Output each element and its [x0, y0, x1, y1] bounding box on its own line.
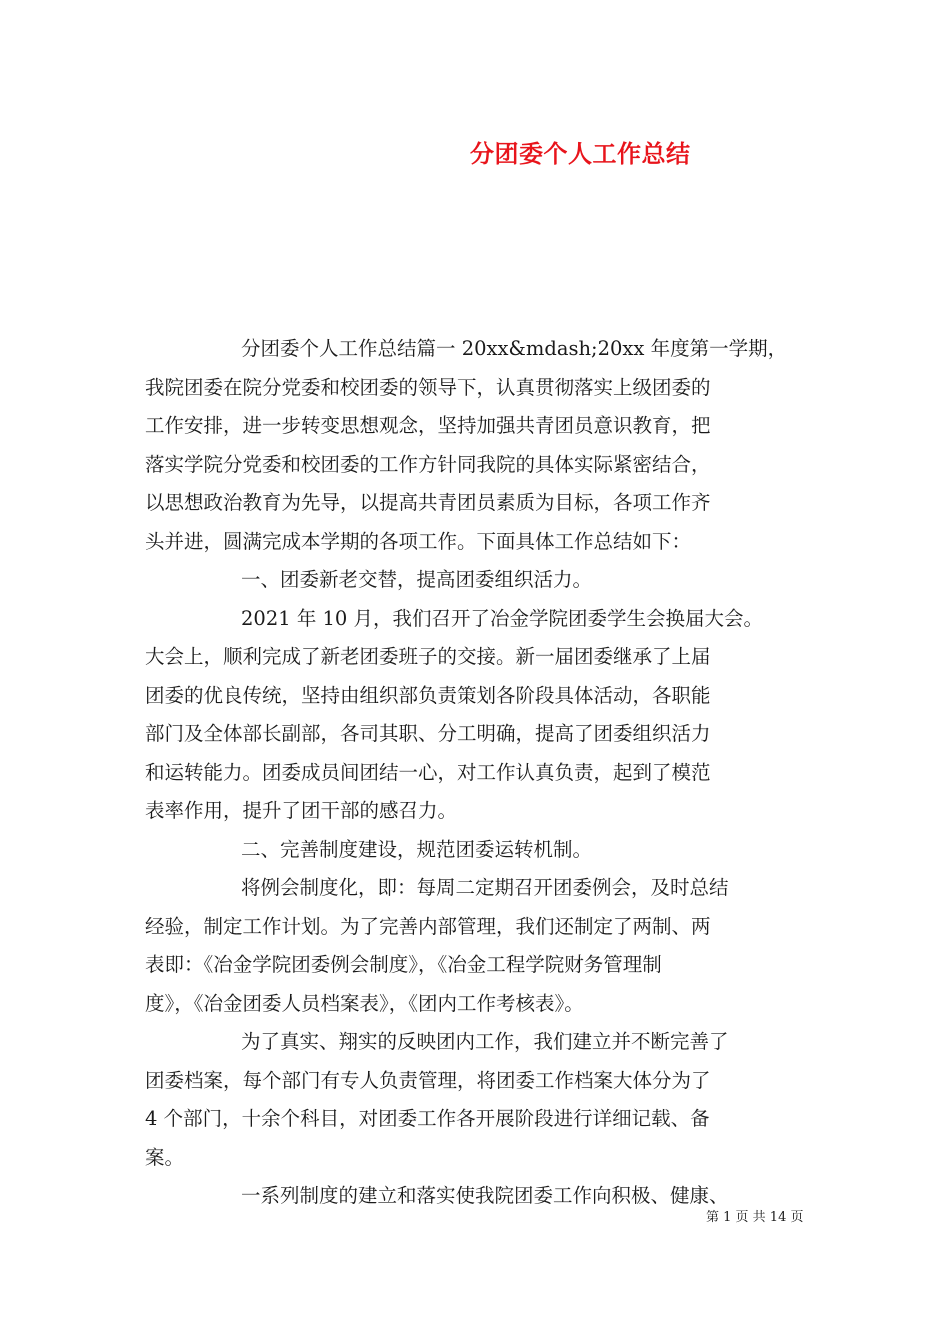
body-line: 经验，制定工作计划。为了完善内部管理，我们还制定了两制、两: [145, 914, 711, 938]
section-heading: 一、团委新老交替，提高团委组织活力。: [241, 568, 593, 591]
body-line: 表即：《冶金学院团委例会制度》，《冶金工程学院财务管理制: [145, 953, 662, 976]
body-line: 我院团委在院分党委和校团委的领导下，认真贯彻落实上级团委的: [145, 375, 711, 399]
body-line: 表率作用，提升了团干部的感召力。: [145, 799, 458, 822]
document-title: 分团委个人工作总结: [470, 139, 691, 168]
body-line: 部门及全体部长副部，各司其职、分工明确，提高了团委组织活力: [145, 722, 711, 745]
body-line: 团委的优良传统，坚持由组织部负责策划各阶段具体活动，各职能: [145, 683, 711, 707]
body-line: 2021 年 10 月，我们召开了冶金学院团委学生会换届大会。: [241, 606, 764, 630]
body-line: 和运转能力。团委成员间团结一心，对工作认真负责，起到了模范: [145, 760, 711, 784]
body-line: 团委档案，每个部门有专人负责管理，将团委工作档案大体分为了: [145, 1068, 711, 1092]
body-line: 分团委个人工作总结篇一 20xx&mdash;20xx 年度第一学期，: [241, 337, 788, 360]
document-body: [145, 330, 817, 1216]
body-line: 将例会制度化，即：每周二定期召开团委例会，及时总结: [241, 876, 729, 899]
body-line: 案。: [145, 1145, 185, 1169]
body-line: 为了真实、翔实的反映团内工作，我们建立并不断完善了: [241, 1030, 729, 1053]
body-line: 工作安排，进一步转变思想观念，坚持加强共青团员意识教育，把: [145, 414, 711, 437]
body-line: 头并进，圆满完成本学期的各项工作。下面具体工作总结如下：: [145, 529, 692, 553]
body-line: 大会上，顺利完成了新老团委班子的交接。新一届团委继承了上届: [145, 645, 711, 668]
body-line: 落实学院分党委和校团委的工作方针同我院的具体实际紧密结合，: [145, 452, 711, 476]
body-line: 一系列制度的建立和落实使我院团委工作向积极、健康、: [241, 1184, 729, 1207]
page-number-footer: 第 1 页 共 14 页: [706, 1210, 804, 1225]
body-line: 度》，《冶金团委人员档案表》，《团内工作考核表》。: [145, 991, 584, 1015]
body-line: 4 个部门，十余个科目，对团委工作各开展阶段进行详细记载、备: [145, 1107, 710, 1130]
section-heading: 二、完善制度建设，规范团委运转机制。: [241, 837, 593, 861]
body-line: 以思想政治教育为先导，以提高共青团员素质为目标，各项工作齐: [145, 491, 711, 514]
